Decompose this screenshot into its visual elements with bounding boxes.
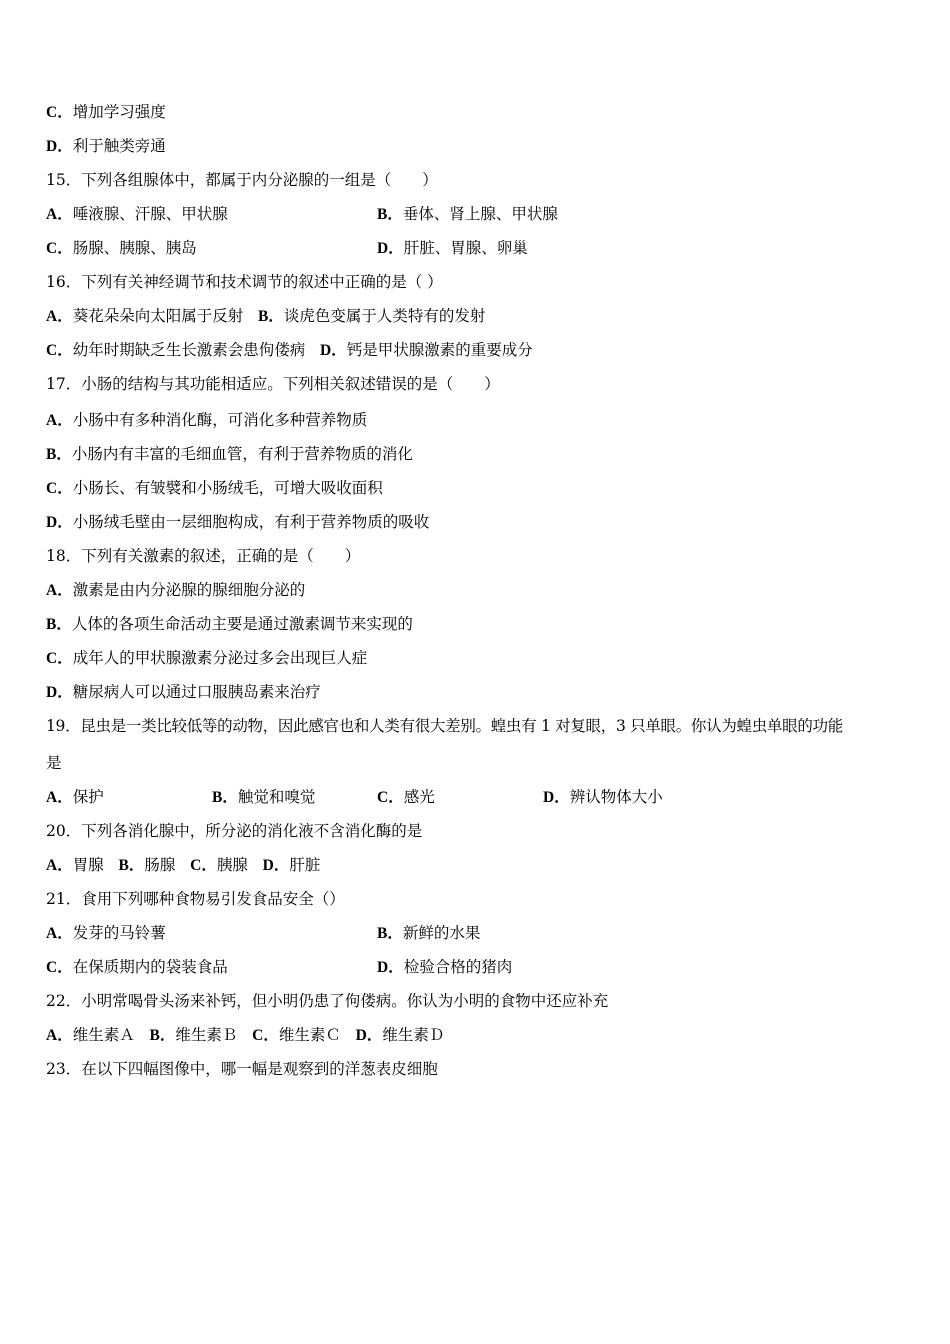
option-key-b: B．: [118, 857, 145, 874]
option-key: D．: [543, 789, 570, 806]
q18-option-d: [46, 682, 321, 703]
q19-option-a: [46, 787, 104, 808]
option-key-d: D．: [355, 1027, 383, 1044]
option-text-a: 胃腺: [72, 856, 104, 874]
q17-option-b: [46, 444, 413, 465]
option-text: 增加学习强度: [72, 103, 166, 121]
option-text-a: 葵花朵朵向太阳属于反射: [72, 307, 244, 325]
q16-stem: 16．下列有关神经调节和技术调节的叙述中正确的是（ ）: [46, 273, 443, 291]
q19-option-c: [377, 787, 435, 808]
q18-option-a: [46, 580, 305, 601]
option-text-b: 肠腺: [144, 856, 176, 874]
q19-option-b: [212, 787, 315, 808]
option-key: A．: [46, 206, 73, 223]
option-text: 保护: [72, 788, 104, 806]
option-key: A．: [46, 925, 73, 942]
option-key: B．: [212, 789, 238, 806]
q21-option-b: [377, 923, 480, 944]
option-key-d: D．: [320, 342, 347, 359]
option-key: D．: [46, 684, 73, 701]
option-text-c: 维生素Ｃ: [278, 1026, 341, 1044]
option-text-c: 幼年时期缺乏生长激素会患佝偻病: [72, 341, 306, 359]
option-text-c: 胰腺: [216, 856, 248, 874]
q15-option-b: [377, 204, 558, 225]
q21-stem: 21．食用下列哪种食物易引发食品安全（）: [46, 890, 345, 908]
option-text: 小肠绒毛壁由一层细胞构成，有利于营养物质的吸收: [72, 513, 430, 531]
q15-option-d: [377, 238, 528, 259]
option-text: 小肠内有丰富的毛细血管，有利于营养物质的消化: [71, 445, 413, 463]
option-text: 肠腺、胰腺、胰岛: [72, 239, 197, 257]
option-text: 糖尿病人可以通过口服胰岛素来治疗: [72, 683, 321, 701]
q17-option-c: [46, 478, 383, 499]
option-key: C．: [46, 650, 73, 667]
option-text: 触觉和嗅觉: [237, 788, 316, 806]
option-key: C．: [46, 240, 73, 257]
option-text: 唾液腺、汗腺、甲状腺: [72, 205, 228, 223]
option-key-c: C．: [190, 857, 217, 874]
q21-option-a: [46, 923, 166, 944]
option-text: 小肠长、有皱襞和小肠绒毛，可增大吸收面积: [72, 479, 383, 497]
option-key: D．: [46, 514, 73, 531]
option-text: 在保质期内的袋装食品: [72, 958, 228, 976]
option-text: 感光: [403, 788, 435, 806]
option-key-b: B．: [149, 1027, 176, 1044]
option-key: C．: [46, 959, 73, 976]
option-key: B．: [46, 616, 72, 633]
option-text: 发芽的马铃薯: [72, 924, 166, 942]
option-key-a: A．: [46, 857, 73, 874]
q18-option-b: [46, 614, 413, 635]
option-key: A．: [46, 412, 73, 429]
q17-option-a: [46, 410, 367, 431]
q19-stem-line-1: 19．昆虫是一类比较低等的动物，因此感官也和人类有很大差别。蝗虫有 1 对复眼，3 只单眼。你认为蝗虫单眼的功能: [46, 717, 843, 735]
q21-option-d: [377, 957, 512, 978]
q15-option-c: [46, 238, 197, 259]
option-text: 垂体、肾上腺、甲状腺: [402, 205, 558, 223]
q14-option-c: [46, 102, 166, 123]
option-key: D．: [377, 959, 404, 976]
q16-options-line-2: [46, 340, 533, 361]
q18-option-c: [46, 648, 367, 669]
option-text-d: 钙是甲状腺激素的重要成分: [346, 341, 533, 359]
q17-option-d: [46, 512, 429, 533]
option-text-d: 肝脏: [289, 856, 321, 874]
option-key: B．: [46, 446, 72, 463]
option-key-a: A．: [46, 308, 73, 325]
option-text: 肝脏、胃腺、卵巢: [403, 239, 528, 257]
option-key: A．: [46, 582, 73, 599]
q22-stem: 22．小明常喝骨头汤来补钙，但小明仍患了佝偻病。你认为小明的食物中还应补充: [46, 992, 609, 1010]
option-key: A．: [46, 789, 73, 806]
q15-stem: 15．下列各组腺体中，都属于内分泌腺的一组是（ ）: [46, 171, 438, 189]
q14-option-d: [46, 136, 166, 157]
option-key: B．: [377, 925, 403, 942]
option-text: 小肠中有多种消化酶，可消化多种营养物质: [72, 411, 368, 429]
q16-options-line-1: [46, 306, 485, 327]
option-key-a: A．: [46, 1027, 73, 1044]
q23-stem: 23．在以下四幅图像中，哪一幅是观察到的洋葱表皮细胞: [46, 1060, 438, 1078]
option-key-b: B．: [258, 308, 284, 325]
option-text: 成年人的甲状腺激素分泌过多会出现巨人症: [72, 649, 368, 667]
option-text-b: 谈虎色变属于人类特有的发射: [283, 307, 486, 325]
option-text: 新鲜的水果: [402, 924, 481, 942]
option-key: D．: [377, 240, 404, 257]
q20-options: [46, 855, 320, 876]
option-key: B．: [377, 206, 403, 223]
option-key-c: C．: [46, 342, 73, 359]
q20-stem: 20．下列各消化腺中，所分泌的消化液不含消化酶的是: [46, 822, 423, 840]
q21-option-c: [46, 957, 228, 978]
q22-options: [46, 1025, 444, 1046]
q19-stem-line-2: 是: [46, 754, 62, 772]
q18-stem: 18．下列有关激素的叙述，正确的是（ ）: [46, 547, 361, 565]
option-text-a: 维生素Ａ: [72, 1026, 135, 1044]
q15-option-a: [46, 204, 228, 225]
option-text: 辨认物体大小: [569, 788, 663, 806]
option-key: C．: [46, 480, 73, 497]
option-text: 检验合格的猪肉: [403, 958, 513, 976]
option-key-d: D．: [262, 857, 290, 874]
option-text-d: 维生素Ｄ: [382, 1026, 445, 1044]
option-key: D．: [46, 138, 73, 155]
option-text: 利于触类旁通: [72, 137, 166, 155]
q17-stem: 17．小肠的结构与其功能相适应。下列相关叙述错误的是（ ）: [46, 375, 500, 393]
option-text: 人体的各项生命活动主要是通过激素调节来实现的: [71, 615, 413, 633]
option-text: 激素是由内分泌腺的腺细胞分泌的: [72, 581, 306, 599]
option-key-c: C．: [252, 1027, 279, 1044]
option-text-b: 维生素Ｂ: [175, 1026, 238, 1044]
option-key: C．: [377, 789, 404, 806]
q19-option-d: [543, 787, 663, 808]
option-key: C．: [46, 104, 73, 121]
